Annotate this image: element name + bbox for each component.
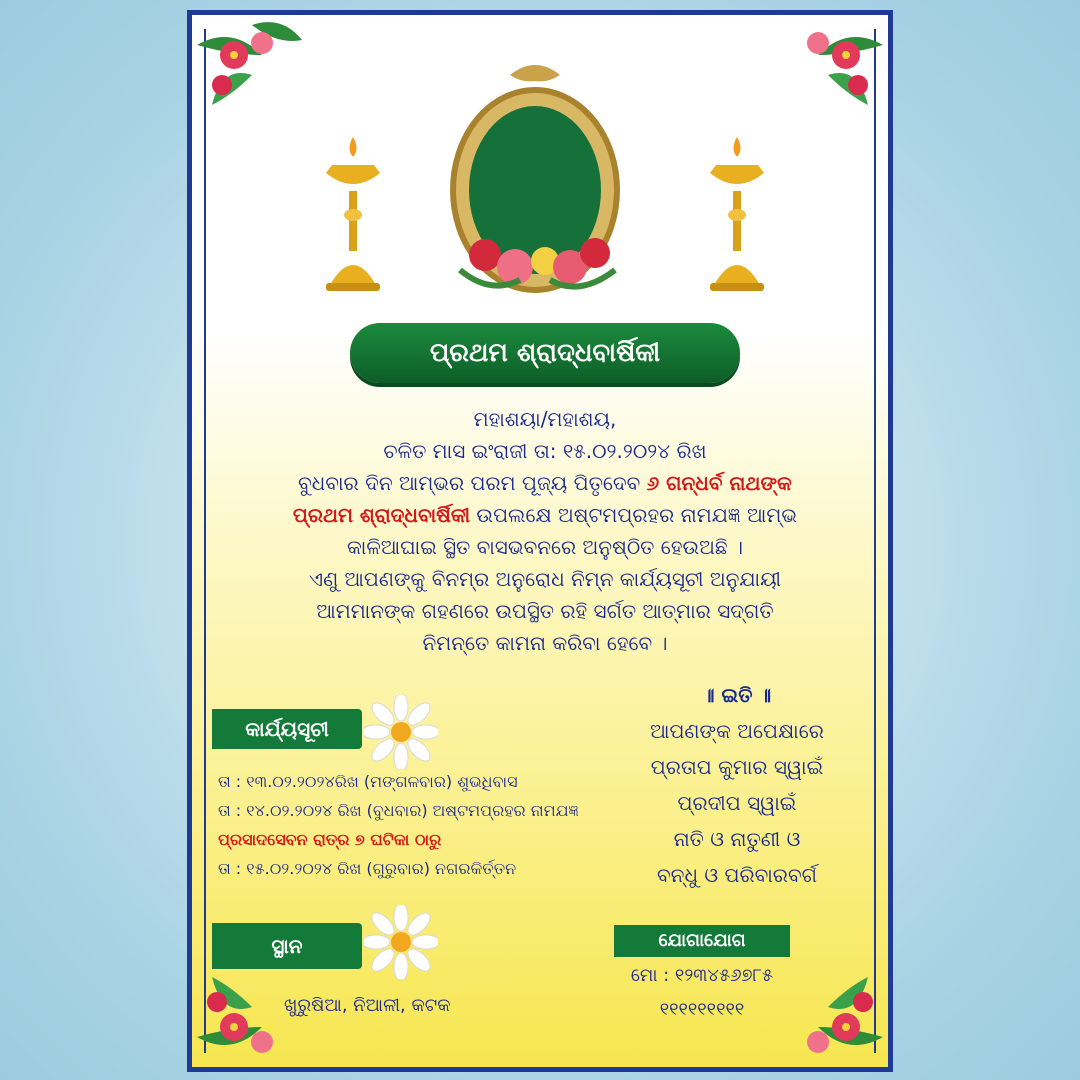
- message-line-3a: ବୁଧବାର ଦିନ ଆମ୍ଭର ପରମ ପୂଜ୍ୟ ପିତୃଦେବ: [298, 471, 647, 495]
- deceased-name: ୬ ଗନ୍ଧର୍ବ ନାଥଙ୍କ: [646, 471, 792, 495]
- photo-frame-icon: [430, 55, 640, 315]
- schedule-item: ତା : ୧୫.୦୨.୨୦୨୪ ରିଖ (ଗୁରୁବାର) ନଗରକିର୍ତ୍ତନ: [218, 859, 517, 878]
- flower-corner-top-right-icon: [748, 15, 888, 155]
- schedule-item-highlight: ପ୍ରସାଦସେବନ ରାତ୍ର ୭ ଘଟିକା ଠାରୁ: [218, 830, 442, 849]
- iti-label: ॥ ଇତି ॥: [702, 683, 772, 707]
- event-name: ପ୍ରଥମ ଶ୍ରାଦ୍ଧବାର୍ଷିକୀ: [292, 503, 471, 527]
- host-name-1: ପ୍ରତାପ କୁମାର ସ୍ୱାଇଁ: [650, 755, 824, 779]
- host-name-4: ବନ୍ଧୁ ଓ ପରିବାରବର୍ଗ: [657, 863, 817, 887]
- schedule-heading: କାର୍ଯ୍ୟସୂଚୀ: [212, 709, 362, 749]
- message-line-4: [212, 499, 878, 531]
- closing-block: [612, 677, 862, 893]
- message-line-6: ଏଣୁ ଆପଣଙ୍କୁ ବିନମ୍ର ଅନୁରୋଧ ନିମ୍ନ କାର୍ଯ୍ୟସୂଚୀ ଅନୁଯାୟୀ: [309, 567, 781, 591]
- schedule-list: [218, 767, 579, 883]
- schedule-item: ତା : ୧୩.୦୨.୨୦୨୪ରିଖ (ମଙ୍ଗଳବାର) ଶୁଭଧିବାସ: [218, 772, 518, 791]
- place-heading: ସ୍ଥାନ: [212, 923, 362, 969]
- flower-corner-top-left-icon: [192, 15, 332, 155]
- contact-phone-1: ମୋ : ୧୨୩୪୫୬୭୮୫: [630, 965, 774, 986]
- host-name-2: ପ୍ରଦୀପ ସ୍ୱାଇଁ: [677, 791, 797, 815]
- schedule-item: ତା : ୧୪.୦୨.୨୦୨୪ ରିଖ (ବୁଧବାର) ଅଷ୍ଟମପ୍ରହର ନାମଯଜ୍ଞ: [218, 801, 579, 820]
- invitation-message: [212, 403, 878, 659]
- message-line-5: କାଳିଆଘାଇ ସ୍ଥିତ ବାସଭବନରେ ଅନୁଷ୍ଠିତ ହେଉଅଛି ।: [347, 535, 743, 559]
- contact-heading: ଯୋଗାଯୋଗ: [614, 925, 790, 957]
- page-title: ପ୍ରଥମ ଶ୍ରାଦ୍ଧବାର୍ଷିକୀ: [350, 323, 740, 383]
- expecting-label: ଆପଣଙ୍କ ଅପେକ୍ଷାରେ: [650, 719, 824, 743]
- salutation: ମହାଶୟା/ମହାଶୟ,: [473, 407, 617, 431]
- message-line-7: ଆମମାନଙ୍କ ଗହଣରେ ଉପସ୍ଥିତ ରହି ସର୍ଗତ ଆତ୍ମାର ସଦ୍‌ଗତି: [316, 599, 774, 623]
- message-line-4b: ଉପଲକ୍ଷେ ଅଷ୍ଟମପ୍ରହର ନାମଯଜ୍ଞ ଆମ୍ଭ: [470, 503, 798, 527]
- oil-lamp-left-icon: [318, 135, 388, 295]
- invitation-card: [187, 10, 893, 1072]
- message-line-3: [212, 467, 878, 499]
- contact-phone-2: ୧୧୧୧୧୧୧୧୧: [659, 999, 745, 1020]
- contact-info: [582, 959, 822, 1027]
- message-line-8: ନିମନ୍ତେ କାମନା କରିବା ହେବେ ।: [422, 631, 668, 655]
- daisy-icon: [364, 695, 438, 769]
- host-name-3: ନାତି ଓ ନାତୁଣୀ ଓ: [673, 827, 801, 851]
- oil-lamp-right-icon: [702, 135, 772, 295]
- message-line-2: ଚଳିତ ମାସ ଇଂରାଜୀ ତା: ୧୫.୦୨.୨୦୨୪ ରିଖ: [383, 439, 707, 463]
- place-value: ଖୁରୁଷିଆ, ନିଆଳୀ, କଟକ: [284, 995, 451, 1016]
- daisy-icon: [364, 905, 438, 979]
